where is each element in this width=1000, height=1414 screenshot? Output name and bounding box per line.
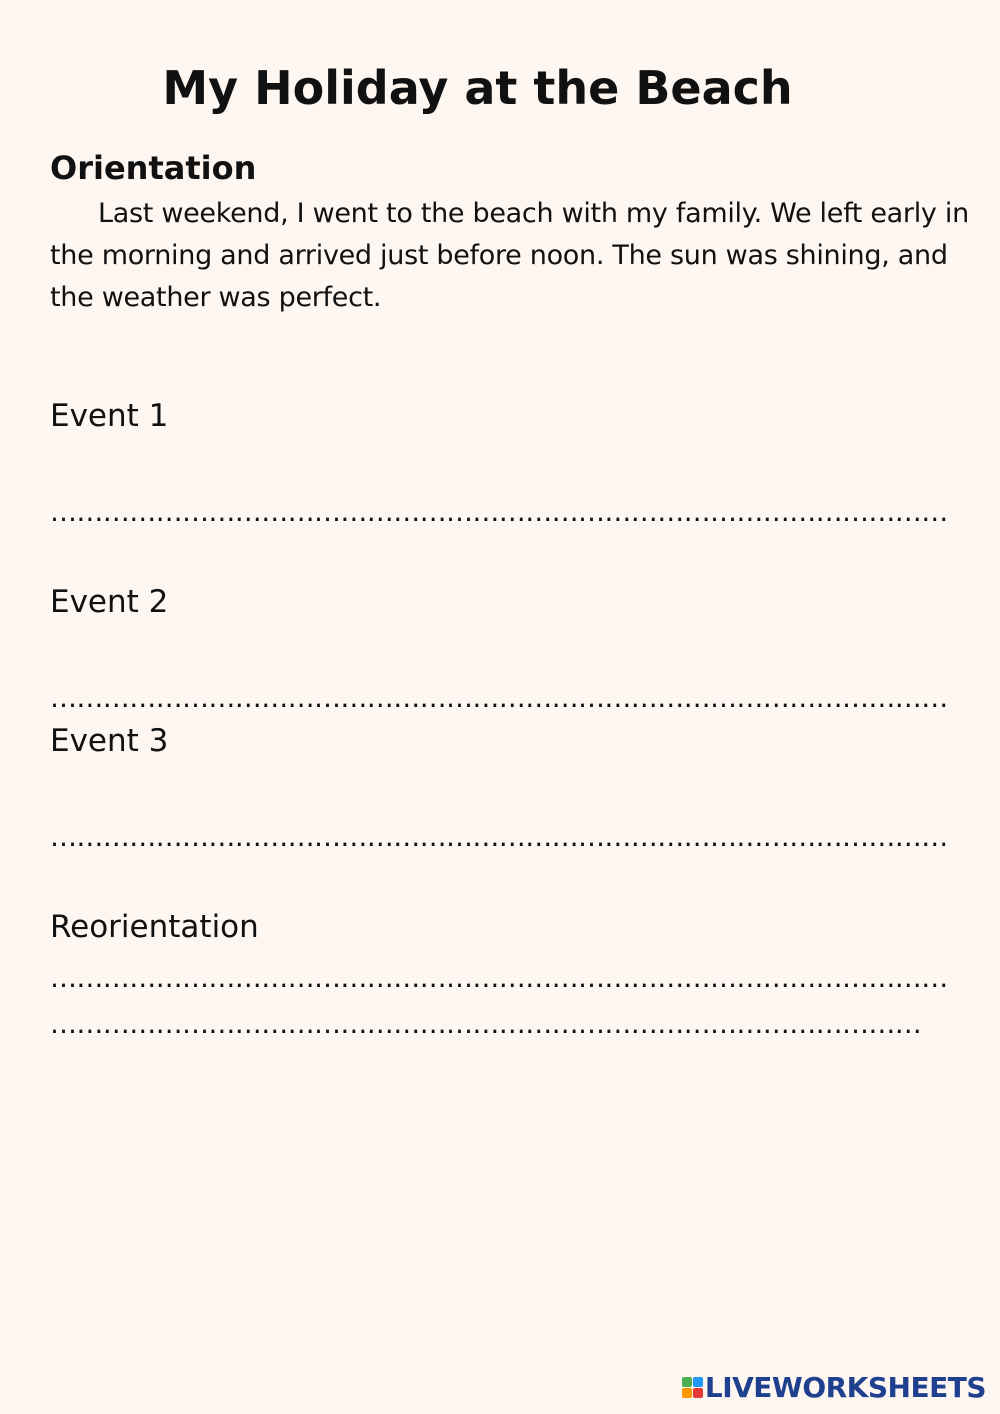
- orientation-paragraph: Last weekend, I went to the beach with my family. We left early in the morning and arrived just before noon. The sun was shining, and the weather was perfect.: [50, 198, 969, 313]
- event-2-label: Event 2: [50, 584, 169, 620]
- liveworksheets-logo: [682, 1371, 986, 1404]
- event-1-label: Event 1: [50, 398, 169, 434]
- event-3-answer-line[interactable]: …………………………………………………………………………………………: [50, 822, 948, 853]
- logo-square-red: [693, 1388, 703, 1398]
- liveworksheets-logo-text: LIVEWORKSHEETS: [704, 1371, 986, 1404]
- page-title: My Holiday at the Beach: [162, 61, 793, 115]
- logo-square-green: [682, 1377, 692, 1387]
- orientation-heading: Orientation: [50, 149, 257, 187]
- event-1-answer-line[interactable]: …………………………………………………………………………………………: [50, 497, 948, 528]
- reorientation-label: Reorientation: [50, 909, 259, 945]
- liveworksheets-logo-icon: [682, 1377, 703, 1398]
- logo-square-orange: [682, 1388, 692, 1398]
- logo-square-blue: [693, 1377, 703, 1387]
- event-2-answer-line[interactable]: …………………………………………………………………………………………: [50, 683, 948, 714]
- reorientation-answer-line-1[interactable]: …………………………………………………………………………………………: [50, 963, 948, 994]
- reorientation-answer-line-2[interactable]: ………………………………………………………………………………………: [50, 1009, 922, 1040]
- event-3-label: Event 3: [50, 723, 169, 759]
